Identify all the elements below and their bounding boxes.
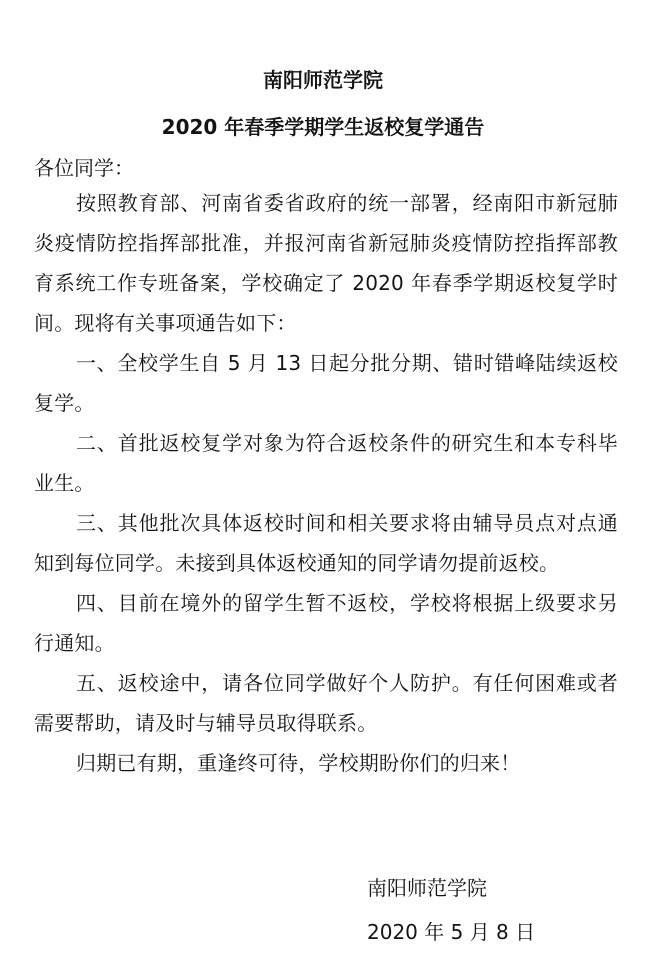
closing-paragraph: 归期已有期，重逢终可待，学校期盼你们的归来！ <box>76 751 521 775</box>
item-paragraph-2: 二、首批返校复学对象为符合返校条件的研究生和本专科毕业生。 <box>34 431 618 495</box>
intro-paragraph: 按照教育部、河南省委省政府的统一部署，经南阳市新冠肺炎疫情防控指挥部批准，并报河南省新冠肺炎疫情防控指挥部教育系统工作专班备案，学校确定了 2020 年春季学期返校复学时间。现将有关事项通告如下： <box>34 191 618 335</box>
document-subtitle: 2020 年春季学期学生返校复学通告 <box>161 115 485 139</box>
greeting: 各位同学： <box>34 156 134 180</box>
item-paragraph-5: 五、返校途中，请各位同学做好个人防护。有任何困难或者需要帮助，请及时与辅导员取得联系。 <box>34 671 618 735</box>
item-paragraph-3: 三、其他批次具体返校时间和相关要求将由辅导员点对点通知到每位同学。未接到具体返校通知的同学请勿提前返校。 <box>34 511 618 575</box>
item-paragraph-4: 四、目前在境外的留学生暂不返校，学校将根据上级要求另行通知。 <box>34 591 618 655</box>
notice-body <box>34 183 618 783</box>
item-paragraph-1: 一、全校学生自 5 月 13 日起分批分期、错时错峰陆续返校复学。 <box>34 351 618 415</box>
signature-organization: 南阳师范学院 <box>367 876 487 900</box>
document-title: 南阳师范学院 <box>263 68 383 92</box>
signature-date: 2020 年 5 月 8 日 <box>367 920 536 944</box>
